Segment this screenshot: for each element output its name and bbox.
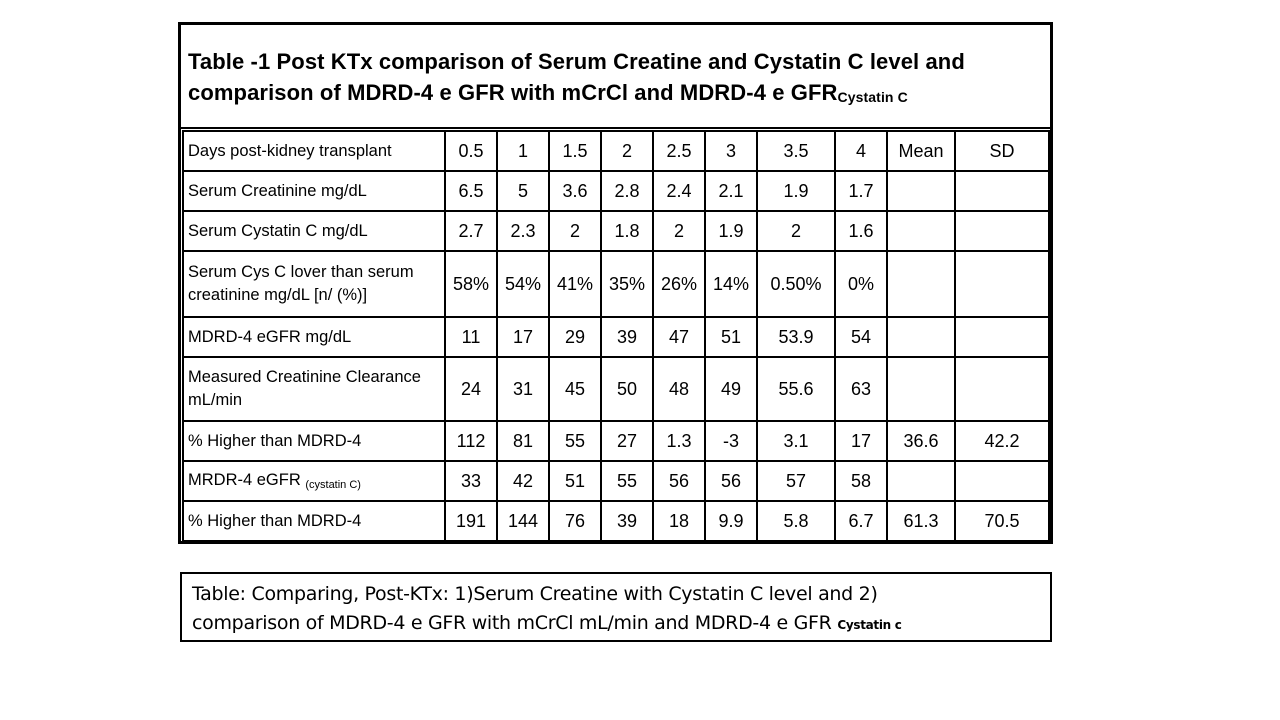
table-cell-sd: 70.5 bbox=[955, 501, 1049, 541]
table-cell bbox=[887, 357, 955, 421]
table-cell: 63 bbox=[835, 357, 887, 421]
table-cell: 54 bbox=[835, 317, 887, 357]
table-cell: 17 bbox=[497, 317, 549, 357]
table-row bbox=[183, 421, 1049, 461]
table-cell: 1.9 bbox=[757, 171, 835, 211]
table-cell: 1.3 bbox=[653, 421, 705, 461]
table-cell: 54% bbox=[497, 251, 549, 317]
table-cell: 57 bbox=[757, 461, 835, 501]
header-cell: 4 bbox=[835, 131, 887, 171]
table-cell: 5 bbox=[497, 171, 549, 211]
table-row bbox=[183, 171, 1049, 211]
row-label-subscript: (cystatin C) bbox=[305, 478, 361, 491]
table-cell: 6.5 bbox=[445, 171, 497, 211]
table-cell: 2.3 bbox=[497, 211, 549, 251]
table-cell: 33 bbox=[445, 461, 497, 501]
header-cell: 1.5 bbox=[549, 131, 601, 171]
row-label: % Higher than MDRD-4 bbox=[183, 421, 445, 461]
table-cell: 3.6 bbox=[549, 171, 601, 211]
table-cell: 26% bbox=[653, 251, 705, 317]
table-cell bbox=[955, 211, 1049, 251]
row-label: MDRD-4 eGFR mg/dL bbox=[183, 317, 445, 357]
header-cell: 2 bbox=[601, 131, 653, 171]
table-cell bbox=[887, 461, 955, 501]
table-cell: 58 bbox=[835, 461, 887, 501]
table-cell: 27 bbox=[601, 421, 653, 461]
table-title-line-1: Table -1 Post KTx comparison of Serum Creatine and Cystatin C level and bbox=[188, 49, 965, 74]
table-cell: 2 bbox=[549, 211, 601, 251]
row-label bbox=[183, 461, 445, 501]
table-cell: 29 bbox=[549, 317, 601, 357]
header-cell: 0.5 bbox=[445, 131, 497, 171]
table-cell: 53.9 bbox=[757, 317, 835, 357]
table-cell: 81 bbox=[497, 421, 549, 461]
table-cell: 39 bbox=[601, 501, 653, 541]
table-cell: 191 bbox=[445, 501, 497, 541]
table-cell bbox=[955, 171, 1049, 211]
table-cell: 1.7 bbox=[835, 171, 887, 211]
table-cell: 2.4 bbox=[653, 171, 705, 211]
table-cell: 51 bbox=[549, 461, 601, 501]
table-cell: 56 bbox=[705, 461, 757, 501]
table-cell: 0.50% bbox=[757, 251, 835, 317]
table-cell: 55 bbox=[601, 461, 653, 501]
table-cell: 39 bbox=[601, 317, 653, 357]
comparison-table bbox=[182, 130, 1050, 542]
table-cell: 9.9 bbox=[705, 501, 757, 541]
table-cell-sd: 42.2 bbox=[955, 421, 1049, 461]
table-cell: 31 bbox=[497, 357, 549, 421]
table-title-subscript: Cystatin C bbox=[837, 89, 908, 105]
table-row bbox=[183, 501, 1049, 541]
table-cell: 2.7 bbox=[445, 211, 497, 251]
table-cell bbox=[955, 461, 1049, 501]
table-cell: 51 bbox=[705, 317, 757, 357]
table-cell: 144 bbox=[497, 501, 549, 541]
table-cell: 50 bbox=[601, 357, 653, 421]
table-cell bbox=[955, 317, 1049, 357]
table-cell: 45 bbox=[549, 357, 601, 421]
table-cell: 0% bbox=[835, 251, 887, 317]
row-label: Serum Cys C lover than serum creatinine mg/dL [n/ (%)] bbox=[183, 251, 445, 317]
table-header-row bbox=[183, 131, 1049, 171]
table-cell: 1.9 bbox=[705, 211, 757, 251]
header-cell: 3 bbox=[705, 131, 757, 171]
table-row bbox=[183, 357, 1049, 421]
table-cell: 6.7 bbox=[835, 501, 887, 541]
table-cell: 3.1 bbox=[757, 421, 835, 461]
table-cell: 58% bbox=[445, 251, 497, 317]
table-cell: 2.1 bbox=[705, 171, 757, 211]
row-label: % Higher than MDRD-4 bbox=[183, 501, 445, 541]
table-cell: 47 bbox=[653, 317, 705, 357]
header-cell: 2.5 bbox=[653, 131, 705, 171]
row-label: Serum Creatinine mg/dL bbox=[183, 171, 445, 211]
table-cell: 17 bbox=[835, 421, 887, 461]
data-table-frame bbox=[178, 22, 1053, 544]
table-cell: 55.6 bbox=[757, 357, 835, 421]
table-cell-mean: 36.6 bbox=[887, 421, 955, 461]
header-cell: 1 bbox=[497, 131, 549, 171]
table-cell-mean: 61.3 bbox=[887, 501, 955, 541]
table-cell: 55 bbox=[549, 421, 601, 461]
header-cell-mean: Mean bbox=[887, 131, 955, 171]
caption-line-2 bbox=[192, 609, 1050, 640]
table-cell bbox=[955, 357, 1049, 421]
table-title-line-2 bbox=[188, 77, 1050, 111]
table-cell: 35% bbox=[601, 251, 653, 317]
table-cell: 56 bbox=[653, 461, 705, 501]
table-row bbox=[183, 211, 1049, 251]
table-row bbox=[183, 317, 1049, 357]
table-cell: 2 bbox=[757, 211, 835, 251]
header-label: Days post-kidney transplant bbox=[183, 131, 445, 171]
caption-line-1: Table: Comparing, Post-KTx: 1)Serum Creatine with Cystatin C level and 2) bbox=[192, 583, 878, 605]
header-cell: 3.5 bbox=[757, 131, 835, 171]
table-cell: 18 bbox=[653, 501, 705, 541]
table-cell bbox=[887, 171, 955, 211]
header-cell-sd: SD bbox=[955, 131, 1049, 171]
table-cell bbox=[887, 317, 955, 357]
table-cell: 24 bbox=[445, 357, 497, 421]
table-cell bbox=[887, 251, 955, 317]
row-label-text: MRDR-4 eGFR bbox=[188, 470, 306, 489]
table-cell: 76 bbox=[549, 501, 601, 541]
table-cell: 1.6 bbox=[835, 211, 887, 251]
table-caption bbox=[180, 572, 1052, 642]
table-cell: 11 bbox=[445, 317, 497, 357]
table-cell: 48 bbox=[653, 357, 705, 421]
table-title bbox=[181, 25, 1050, 129]
table-cell: 1.8 bbox=[601, 211, 653, 251]
row-label: Measured Creatinine Clearance mL/min bbox=[183, 357, 445, 421]
table-row bbox=[183, 461, 1049, 501]
table-row bbox=[183, 251, 1049, 317]
table-cell: 42 bbox=[497, 461, 549, 501]
table-cell: 2.8 bbox=[601, 171, 653, 211]
caption-line-2-text: comparison of MDRD-4 e GFR with mCrCl mL/min and MDRD-4 e GFR bbox=[192, 612, 838, 634]
table-cell: 14% bbox=[705, 251, 757, 317]
row-label: Serum Cystatin C mg/dL bbox=[183, 211, 445, 251]
table-title-line-2-text: comparison of MDRD-4 e GFR with mCrCl and MDRD-4 e GFR bbox=[188, 80, 838, 105]
table-cell: 49 bbox=[705, 357, 757, 421]
table-cell: 5.8 bbox=[757, 501, 835, 541]
table-cell: 112 bbox=[445, 421, 497, 461]
table-cell: 41% bbox=[549, 251, 601, 317]
table-cell bbox=[955, 251, 1049, 317]
caption-subscript: Cystatin c bbox=[837, 618, 902, 632]
table-cell: 2 bbox=[653, 211, 705, 251]
table-cell: -3 bbox=[705, 421, 757, 461]
table-cell bbox=[887, 211, 955, 251]
